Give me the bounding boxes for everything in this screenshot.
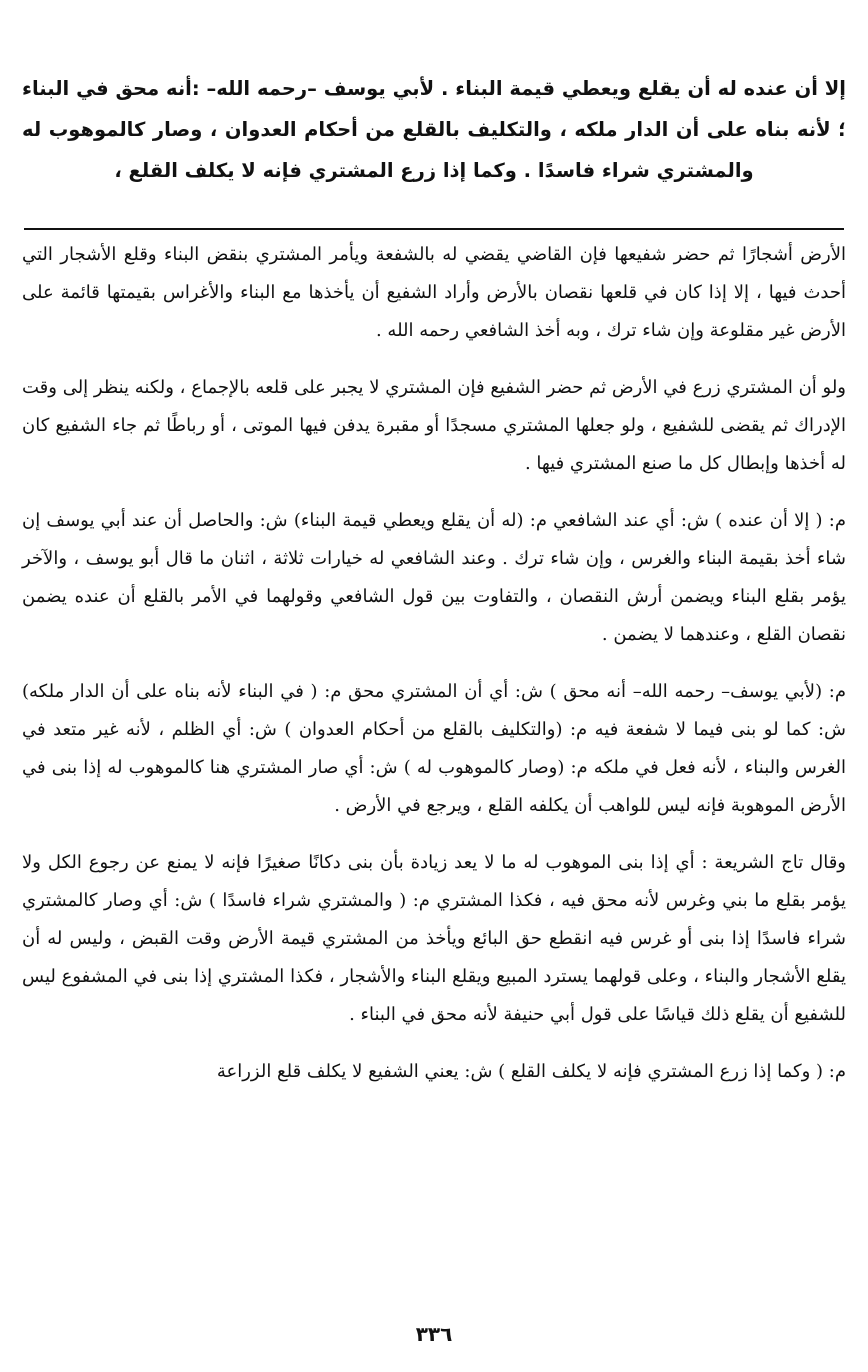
commentary-paragraph: م: ( إلا أن عنده ) ش: أي عند الشافعي م: (له أن يقلع ويعطي قيمة البناء) ش: والحاصل أن عند أبي يوسف إن شاء أخذ بقيمة البناء والغرس ، وإن شاء ترك . وعند الشافعي له خيارات ثلاثة ، اثنان ما قال أبو يوسف ، والآخر يؤمر بقلع البناء ويضمن أرش النقصان ، والتفاوت بين قول الشافعي وقولهما في الأمر بالقلع أن عنده يضمن نقصان القلع ، وعندهما لا يضمن . <box>22 510 846 645</box>
commentary-paragraph: م: (لأبي يوسف– رحمه الله– أنه محق ) ش: أي أن المشتري محق م: ( في البناء لأنه بناه على أن الدار ملكه) ش: كما لو بنى فيما لا شفعة فيه م: (والتكليف بالقلع من أحكام العدوان ) ش: أي الظلم ، لأنه غير متعد في الغرس والبناء ، لأنه فعل في ملكه م: (وصار كالموهوب له ) ش: أي صار المشتري هنا كالموهوب له إذا بنى في الأرض الموهوبة فإنه ليس للواهب أن يكلفه القلع ، ويرجع في الأرض . <box>22 681 846 816</box>
commentary-section <box>22 236 846 1091</box>
page-number: ٣٣٦ <box>415 1322 453 1346</box>
commentary-paragraph: م: ( وكما إذا زرع المشتري فإنه لا يكلف القلع ) ش: يعني الشفيع لا يكلف قلع الزراعة <box>216 1061 846 1082</box>
main-text: إلا أن عنده له أن يقلع ويعطي قيمة البناء . لأبي يوسف –رحمه الله– :أنه محق في البناء ؛ لأنه بناه على أن الدار ملكه ، والتكليف بالقلع من أحكام العدوان ، وصار كالموهوب له والمشتري شراء فاسدًا . وكما إذا زرع المشتري فإنه لا يكلف القلع ، <box>22 77 846 182</box>
commentary-paragraph: الأرض أشجارًا ثم حضر شفيعها فإن القاضي يقضي له بالشفعة ويأمر المشتري بنقض البناء وقلع الأشجار التي أحدث فيها ، إلا إذا كان في قلعها نقصان بالأرض وأراد الشفيع أن يأخذها مع البناء والأغراس بقيمتها قائمة على الأرض غير مقلوعة وإن شاء ترك ، وبه أخذ الشافعي رحمه الله . <box>22 244 846 341</box>
commentary-paragraph: ولو أن المشتري زرع في الأرض ثم حضر الشفيع فإن المشتري لا يجبر على قلعه بالإجماع ، ولكنه ينظر إلى وقت الإدراك ثم يقضى للشفيع ، ولو جعلها المشتري مسجدًا أو مقبرة يدفن فيها الموتى ، أو رباطًا ثم جاء الشفيع كان له أخذها وإبطال كل ما صنع المشتري فيها . <box>22 377 846 474</box>
separator-line <box>24 228 844 230</box>
commentary-paragraph: وقال تاج الشريعة : أي إذا بنى الموهوب له ما لا يعد زيادة بأن بنى دكانًا صغيرًا فإنه لا يمنع عن رجوع الكل ولا يؤمر بقلع ما بني وغرس لأنه محق فيه ، فكذا المشتري م: ( والمشتري شراء فاسدًا ) ش: أي وصار كالمشتري شراء فاسدًا إذا بنى أو غرس فيه انقطع حق البائع ويأخذ من المشتري قيمة الأرض وقت القبض ، وليس له أن يقلع الأشجار والبناء ، وعلى قولهما يسترد المبيع ويقلع البناء والأشجار ، فكذا المشتري إذا بنى في المشفوع ليس للشفيع أن يقلع ذلك قياسًا على قول أبي حنيفة لأنه محق في البناء . <box>22 852 846 1025</box>
